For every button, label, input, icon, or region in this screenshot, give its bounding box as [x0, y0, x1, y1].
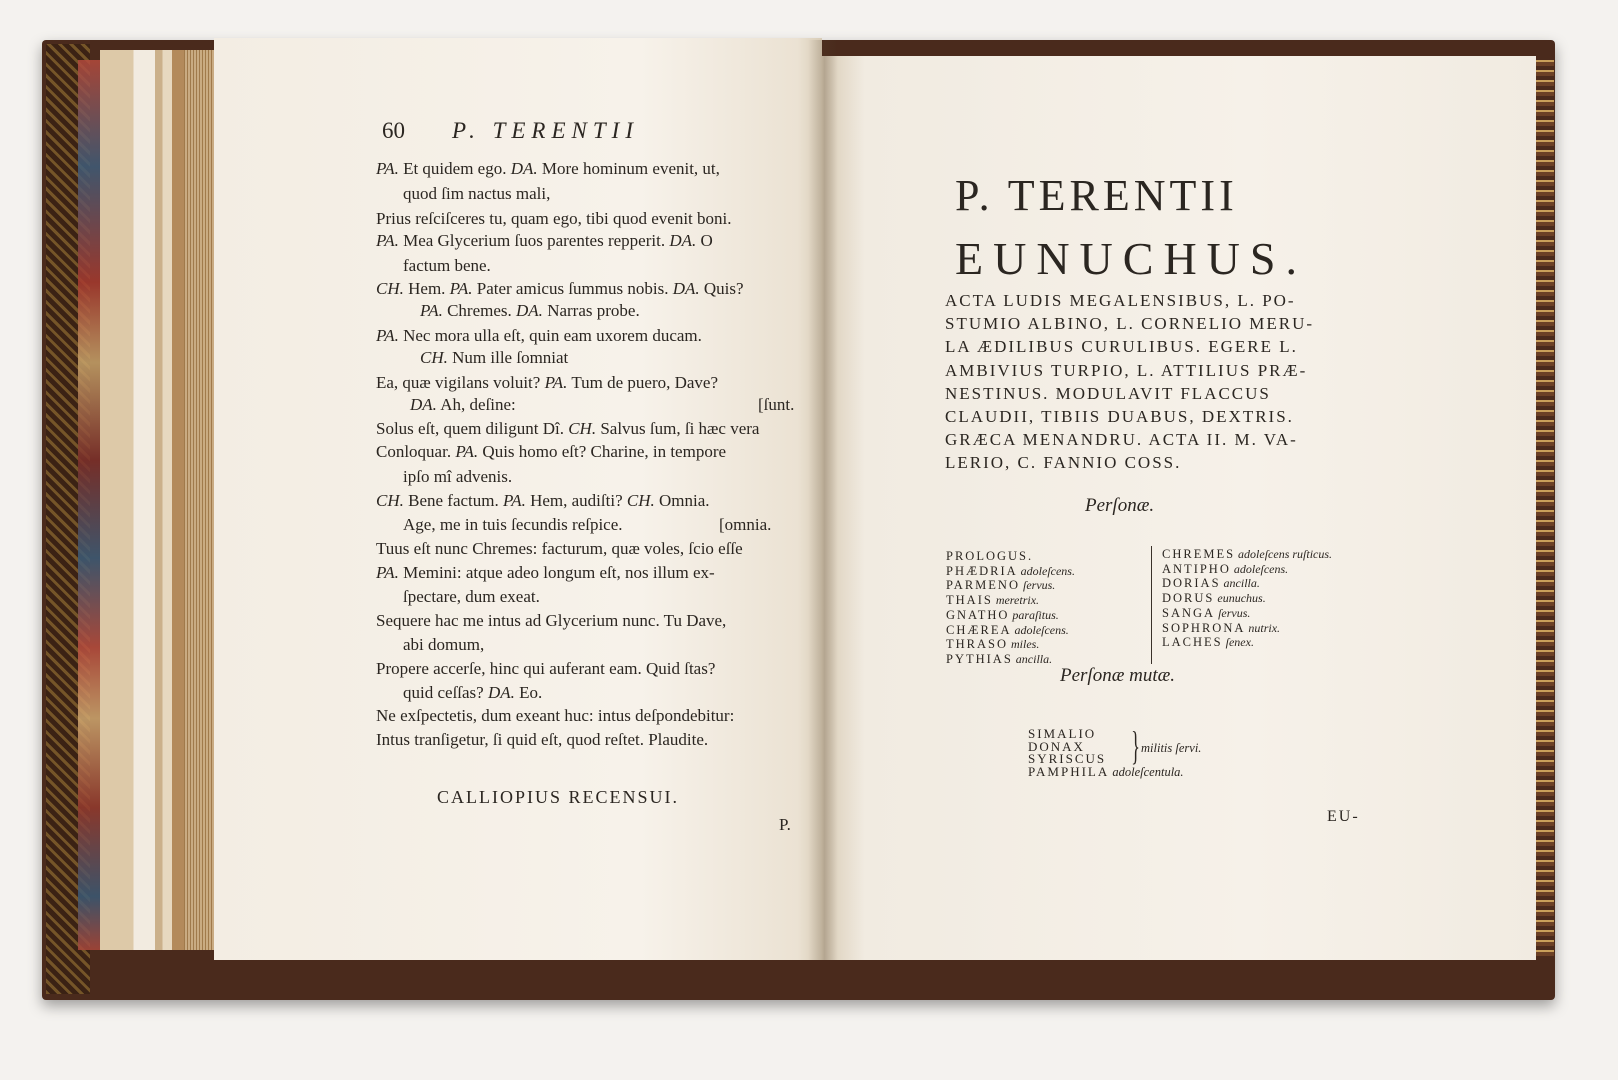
character-role: ſervus.	[1019, 578, 1056, 593]
character-role: adoleſcens ruſticus.	[1235, 547, 1333, 561]
text-line	[410, 395, 795, 414]
line-text: Sequere hac me intus ad Glycerium nunc. Tu Dave,	[376, 611, 727, 630]
text-line	[376, 160, 720, 177]
character-name: DORUS	[1162, 591, 1215, 606]
page-block-edges	[100, 50, 220, 950]
character-name: THAIS	[946, 593, 993, 608]
page-number: 60	[382, 118, 405, 143]
cast-entry	[1162, 548, 1332, 561]
character-role: nutrix.	[1245, 620, 1281, 635]
cast-entry	[1162, 622, 1280, 635]
text-line	[376, 540, 743, 557]
speaker-abbrev: PA.	[455, 442, 479, 461]
text-line	[376, 280, 744, 297]
character-role: adoleſcens.	[1011, 622, 1069, 637]
line-text: More hominum evenit, ut,	[537, 159, 720, 178]
line-text: Quis?	[699, 279, 744, 298]
character-name: THRASO	[946, 637, 1009, 652]
character-name: SIMALIO	[1028, 726, 1097, 741]
didascalia-line: AMBIVIUS TURPIO, L. ATTILIUS PRÆ-	[945, 360, 1308, 380]
colophon: CALLIOPIUS RECENSUI.	[437, 787, 680, 807]
line-text: Eo.	[514, 683, 543, 702]
didascalia-line: STUMIO ALBINO, L. CORNELIO MERU-	[945, 314, 1315, 334]
line-text: [omnia.	[719, 515, 772, 534]
speaker-abbrev: DA.	[669, 231, 697, 250]
character-name: PAMPHILA	[1028, 763, 1110, 779]
speaker-abbrev: DA.	[510, 159, 538, 178]
speaker-abbrev: CH.	[626, 491, 655, 510]
personae-heading: Perſonæ.	[1085, 495, 1155, 516]
line-text: Solus eſt, quem diligunt Dî.	[376, 419, 569, 438]
line-text: Num ille ſomniat	[447, 348, 569, 367]
title-play: EUNUCHUS.	[955, 233, 1307, 284]
text-line	[376, 731, 708, 748]
speaker-abbrev: CH.	[376, 279, 404, 298]
text-line	[403, 468, 512, 485]
didascalia-line: LA ÆDILIBUS CURULIBUS. EGERE L.	[945, 337, 1298, 357]
text-line	[403, 185, 550, 202]
cast-entry	[1162, 577, 1260, 590]
line-text: Hem, audiſti?	[525, 491, 627, 510]
character-name: DONAX	[1028, 738, 1085, 754]
speaker-abbrev: PA.	[449, 279, 473, 298]
line-text: Quis homo eſt? Charine, in tempore	[478, 442, 727, 461]
speaker-abbrev: PA.	[420, 301, 443, 320]
text-line	[420, 349, 568, 366]
line-text: Nec mora ulla eſt, quin eam uxorem ducam.	[398, 326, 702, 345]
mutae-heading: Perſonæ mutæ.	[1060, 665, 1176, 686]
speaker-abbrev: CH.	[568, 419, 597, 438]
speaker-abbrev: PA.	[544, 373, 568, 392]
character-role: adoleſcens.	[1017, 563, 1075, 578]
character-name: PROLOGUS.	[946, 549, 1034, 563]
gutter-shadow	[808, 40, 838, 960]
text-line	[403, 684, 542, 701]
line-text: Prius reſciſceres tu, quam ego, tibi quod evenit boni.	[376, 209, 732, 228]
speaker-abbrev: PA.	[376, 326, 399, 345]
cast-entry	[1162, 563, 1288, 576]
cast-entry	[946, 579, 1055, 592]
character-role: eunuchus.	[1214, 591, 1266, 606]
cover-tooling-right	[1536, 56, 1554, 956]
cast-entry	[946, 638, 1039, 651]
line-text: Pater amicus ſummus nobis.	[472, 279, 673, 298]
text-line	[376, 564, 715, 581]
line-text: Salvus ſum, ſi hæc vera	[596, 419, 760, 438]
line-text: Ea, quæ vigilans voluit?	[376, 373, 545, 392]
line-text: Memini: atque adeo longum eſt, nos illum ex-	[398, 563, 715, 582]
text-line	[403, 515, 772, 534]
line-text: Narras probe.	[542, 301, 640, 320]
cast-entry	[1162, 592, 1266, 605]
character-role: paraſitus.	[1009, 607, 1059, 622]
cast-entry	[946, 624, 1069, 637]
character-name: PARMENO	[946, 578, 1020, 593]
catchword-left: P.	[779, 815, 791, 834]
didascalia-line: LERIO, C. FANNIO COSS.	[945, 453, 1182, 473]
character-name: PHÆDRIA	[946, 563, 1018, 578]
line-text: Ne exſpectetis, dum exeant huc: intus deſpondebitur:	[376, 706, 735, 725]
text-line	[403, 636, 484, 653]
character-name: LACHES	[1162, 635, 1223, 650]
speaker-abbrev: DA.	[487, 683, 515, 702]
character-name: CHÆREA	[946, 622, 1012, 637]
character-role: meretrix.	[992, 593, 1040, 608]
speaker-abbrev: PA.	[376, 159, 399, 178]
line-text: Bene factum.	[403, 491, 504, 510]
character-role: ancilla.	[1012, 651, 1053, 666]
line-text: Hem.	[403, 279, 450, 298]
line-text: ſpectare, dum exeat.	[403, 587, 540, 606]
text-line	[376, 210, 732, 227]
speaker-abbrev: CH.	[420, 348, 448, 367]
character-name: DORIAS	[1162, 576, 1221, 591]
line-text: Tuus eſt nunc Chremes: facturum, quæ voles, ſcio eſſe	[376, 539, 743, 558]
text-line	[376, 492, 710, 509]
text-line	[376, 420, 759, 437]
character-role: adoleſcentula.	[1109, 764, 1184, 779]
cast-entry	[946, 565, 1075, 578]
line-text: Conloquar.	[376, 442, 456, 461]
running-title: P. TERENTII	[452, 118, 639, 143]
character-role: miles.	[1008, 637, 1040, 652]
didascalia-line: NESTINUS. MODULAVIT FLACCUS	[945, 383, 1271, 403]
cast-entry	[946, 609, 1059, 622]
character-name: ANTIPHO	[1162, 561, 1231, 576]
line-text: O	[696, 231, 713, 250]
line-text: factum bene.	[403, 256, 491, 275]
character-role: ſenex.	[1222, 635, 1254, 650]
line-text: quod ſim nactus mali,	[403, 184, 551, 203]
line-text: Intus tranſigetur, ſi quid eſt, quod reſtet. Plaudite.	[376, 730, 709, 749]
title-author: P. TERENTII	[955, 171, 1238, 220]
didascalia-line: GRÆCA MENANDRU. ACTA II. M. VA-	[945, 430, 1298, 450]
line-text: Ah, deſine:	[436, 395, 516, 414]
line-text: Tum de puero, Dave?	[567, 373, 719, 392]
brace: }	[1131, 723, 1140, 768]
line-text: Mea Glycerium ſuos parentes repperit.	[398, 231, 670, 250]
didascalia-line: CLAUDII, TIBIIS DUABUS, DEXTRIS.	[945, 407, 1294, 426]
catchword-right: EU-	[1327, 808, 1360, 825]
didascalia-line: ACTA LUDIS MEGALENSIBUS, L. PO-	[945, 291, 1296, 310]
text-line	[376, 327, 702, 344]
cast-entry	[1162, 636, 1254, 649]
character-name: GNATHO	[946, 607, 1010, 622]
character-name: SOPHRONA	[1162, 620, 1246, 635]
line-text: Et quidem ego.	[398, 159, 511, 178]
running-head	[382, 118, 639, 144]
line-text: quid ceſſas?	[403, 683, 488, 702]
speaker-abbrev: PA.	[376, 563, 399, 582]
speaker-abbrev: PA.	[376, 231, 399, 250]
mutae-group-label: militis ſervi.	[1141, 741, 1202, 755]
speaker-abbrev: DA.	[672, 279, 700, 298]
character-name: SYRISCUS	[1028, 751, 1107, 766]
character-name: CHREMES	[1162, 547, 1236, 561]
line-text: Age, me in tuis ſecundis reſpice.	[403, 515, 623, 534]
text-line	[376, 443, 726, 460]
line-text: [ſunt.	[758, 395, 795, 414]
character-role: ancilla.	[1220, 576, 1260, 591]
cast-divider	[1151, 546, 1152, 664]
line-text: Omnia.	[654, 491, 710, 510]
speaker-abbrev: DA.	[516, 301, 543, 320]
character-name: PYTHIAS	[946, 651, 1013, 666]
text-line	[376, 612, 726, 629]
cast-entry	[1028, 765, 1184, 779]
text-line	[403, 257, 491, 274]
character-role: adoleſcens.	[1230, 561, 1289, 576]
character-name: SANGA	[1162, 605, 1216, 620]
line-text: Propere accerſe, hinc qui auferant eam. Quid ſtas?	[376, 659, 716, 678]
cast-entry	[946, 550, 1033, 563]
text-line	[376, 374, 718, 391]
cast-entry	[946, 594, 1039, 607]
text-line	[376, 707, 734, 724]
text-line	[376, 232, 713, 249]
text-line	[420, 302, 640, 319]
line-text: Chremes.	[442, 301, 517, 320]
line-text: ipſo mî advenis.	[403, 467, 513, 486]
speaker-abbrev: DA.	[410, 395, 437, 414]
line-text: abi domum,	[403, 635, 485, 654]
character-role: ſervus.	[1215, 605, 1251, 620]
speaker-abbrev: CH.	[376, 491, 404, 510]
text-line	[403, 588, 540, 605]
text-line	[376, 660, 715, 677]
speaker-abbrev: PA.	[503, 491, 526, 510]
cast-entry	[946, 653, 1052, 666]
cast-entry	[1162, 607, 1250, 620]
